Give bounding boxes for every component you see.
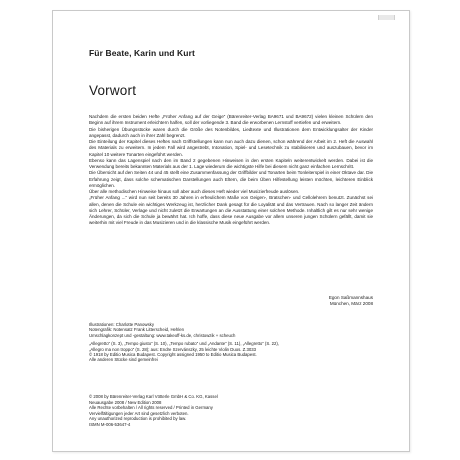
source-line: „Allegretto“ (S. 3), „Tempo giusto“ (S. 10), „Tempo rubato“ und „Andante“ (S. 11), „Allegretto“ (S. 22), bbox=[89, 341, 280, 347]
place-date: München, März 2008 bbox=[329, 301, 373, 307]
credit-line: Illustrationen: Charlotte Panowsky bbox=[89, 322, 154, 327]
copyright-line: Neuausgabe 2008 / New Edition 2008 bbox=[89, 399, 162, 405]
foreword-paragraph: Die bisherigen Übungsstücke waren durch die Größe des Notenbildes, Liedtexte und Illustrationen dem Entwicklungsalter der Kinder angepasst, dadurch auch in ihrer Zahl begrenzt. bbox=[89, 126, 373, 138]
source-line: Alle anderen Stücke sind gemeinfrei bbox=[89, 357, 158, 363]
book-page bbox=[52, 10, 410, 452]
source-line: © 1918 by Editio Musica Budapest. Copyright assigned 1950 to Editio Musica Budapest. bbox=[89, 352, 257, 358]
foreword-paragraph: Ebenso kann das Lagenspiel nach den im Band 2 gegebenen Hinweisen in den ersten Kapiteln weiterentwickelt werden. Dabei ist die Verwendung bereits bekannten Materials aus der 1. Lage wiederum die wichtigste Hilfe bei diesem nicht ganz einfachen Lernschritt. bbox=[89, 157, 373, 169]
foreword-paragraph: Nachdem die ersten beiden Hefte „Früher Anfang auf der Geige“ (Bärenreiter-Verlag BA9671 und BA9672) vielen kleinen Schülern den Beginn auf ihrem Instrument erleichtern halfen, soll der vorliegende 3. Band die erworbenen Lernstoff vertiefen und erweitern. bbox=[89, 114, 373, 126]
foreword-paragraph: Über alle methodischen Hinweise hinaus soll aber auch dieses Heft wieder viel Musizierfreude auslösen. bbox=[89, 189, 300, 194]
copyright-line: © 2008 by Bärenreiter-Verlag Karl Vötterle GmbH & Co. KG, Kassel bbox=[89, 394, 218, 399]
isbn-line: ISMN M-006-53647-4 bbox=[89, 421, 131, 427]
author-signature bbox=[329, 295, 373, 308]
foreword-paragraph: „Früher Anfang ...“ wird nun seit bereits 30 Jahren in erfreulichem Maße von Geigen-, Bratschen- und Cellolehrern benutzt. Zunächst sei allen, denen die Schule ein wichtiges Werkzeug ist, herzlicher Dank gesagt für die Loyalität und das Vertrauen. Nach so langer Zeit ändern sich Lehrer, Schüler, Verlage und nicht zuletzt die Erwartungen an die Ausstattung einer solchen Methode. Inhaltlich gilt es nur sehr wenige Änderungen, da sich die Schule ja bewährt hat. Ich hoffe, dass diese neue Ausgabe vor allem unseren jungen Schülern gefällt, damit sie weiterhin mit viel Freude in das Musizieren und in die klassische Musik eingeführt werden. bbox=[89, 195, 373, 226]
copyright-line: Any unauthorized reproduction is prohibited by law. bbox=[89, 416, 187, 422]
dedication: Für Beate, Karin und Kurt bbox=[89, 48, 195, 58]
page-tab-mark bbox=[378, 15, 395, 20]
foreword-text bbox=[89, 114, 373, 227]
author-name: Egon Saßmannshaus bbox=[328, 295, 373, 300]
copyright-block bbox=[89, 394, 379, 428]
credit-line: Umschlagkonzept und -gestaltung: www.takeoff-ks.de, christowzik + scheuch bbox=[89, 332, 236, 338]
credits-block bbox=[89, 322, 379, 363]
copyright-line: Alle Rechte vorbehalten / All rights reserved / Printed in Germany bbox=[89, 405, 213, 411]
copyright-line: Vervielfältigungen jeder Art sind gesetzlich verboten. bbox=[89, 410, 189, 416]
page-title: Vorwort bbox=[89, 83, 137, 98]
foreword-paragraph: Die Einteilung der Kapitel dieses Heftes nach Griffstellungen kann nun auch dazu dienen, schon während der Arbeit im 2. Heft die Auswahl des Materials zu erweitern. In jedem Fall wird angestrebt, Intonation, Spiel- und Lesetechnik zu stabilisieren und auszubauen, bevor im Kapitel 10 weitere Tonarten eingeführt werden. bbox=[89, 139, 373, 157]
credit-line: Notengrafik: Notensatz Frank Litterscheid, Hehlen bbox=[89, 327, 185, 333]
source-line: „Allegro ma non troppo“ (S. 28); aus: Endre Szervánszky, 25 leichte Violin Duos. Z.3033 bbox=[89, 346, 257, 352]
foreword-paragraph: Die Übersicht auf den Seiten 44 und 45 stellt eine Zusammenfassung der Griffbilder und Tonarten beim Tonleiterspiel in einer Oktave dar. Die Erfahrung zeigt, dass solche schematischen Darstellungen auch Eltern, die beim Üben Hilfestellung leisten möchten, leichteren Einblick ermöglichen. bbox=[89, 170, 373, 188]
